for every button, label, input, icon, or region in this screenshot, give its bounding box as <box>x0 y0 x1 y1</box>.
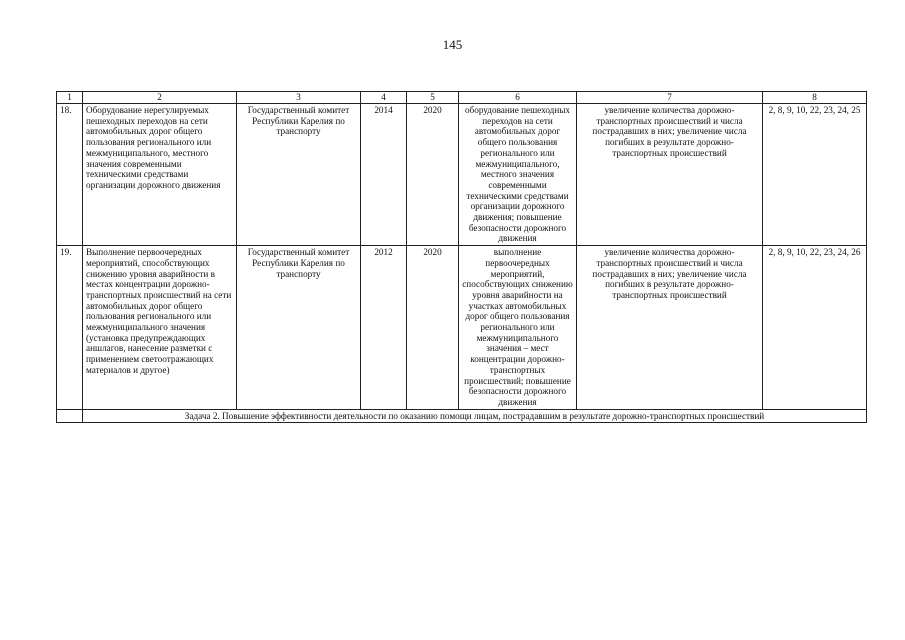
end-year: 2020 <box>407 246 459 410</box>
start-year: 2014 <box>361 104 407 246</box>
non-implementation-consequences: увеличение количества дорожно-транспортных происшествий и числа пострадавших в них; увеличение числа погибших в результате дорожно-транспортных происшествий <box>577 104 763 246</box>
column-header: 5 <box>407 92 459 104</box>
responsible-executor: Государственный комитет Республики Карелия по транспорту <box>237 104 361 246</box>
task-heading: Задача 2. Повышение эффективности деятельности по оказанию помощи лицам, пострадавшим в результате дорожно-транспортных происшествий <box>83 409 867 423</box>
column-header: 2 <box>83 92 237 104</box>
page-number: 145 <box>442 37 463 52</box>
related-indicators: 2, 8, 9, 10, 22, 23, 24, 25 <box>763 104 867 246</box>
measure-name: Выполнение первоочередных мероприятий, способствующих снижению уровня аварийности в местах концентрации дорожно-транспортных происшествий на сети автомобильных дорог общего пользования регионального или межмуниципального значения (установка предупреждающих аншлагов, нанесение разметки с применением светоотражающих материалов и другое) <box>83 246 237 410</box>
expected-result: оборудование пешеходных переходов на сети автомобильных дорог общего пользования регионального или межмуниципального, местного значения современными техническими средствами организации дорожного движения; повышение безопасности дорожного движения <box>459 104 577 246</box>
column-header: 4 <box>361 92 407 104</box>
table-row <box>57 246 867 410</box>
row-number: 18. <box>57 104 83 246</box>
end-year: 2020 <box>407 104 459 246</box>
non-implementation-consequences: увеличение количества дорожно-транспортных происшествий и числа пострадавших в них; увеличение числа погибших в результате дорожно-транспортных происшествий <box>577 246 763 410</box>
measure-name: Оборудование нерегулируемых пешеходных переходов на сети автомобильных дорог общего пользования регионального или межмуниципального, местного значения современными техническими средствами организации дорожного движения <box>83 104 237 246</box>
related-indicators: 2, 8, 9, 10, 22, 23, 24, 26 <box>763 246 867 410</box>
table-row <box>57 104 867 246</box>
row-number: 19. <box>57 246 83 410</box>
measures-table <box>56 91 867 423</box>
column-header: 8 <box>763 92 867 104</box>
task-row <box>57 409 867 423</box>
start-year: 2012 <box>361 246 407 410</box>
empty-cell <box>57 409 83 423</box>
column-header: 1 <box>57 92 83 104</box>
column-number-row <box>57 92 867 104</box>
expected-result: выполнение первоочередных мероприятий, способствующих снижению уровня аварийности на участках автомобильных дорог общего пользования регионального или межмуниципального значения – мест концентрации дорожно-транспортных происшествий; повышение безопасности дорожного движения <box>459 246 577 410</box>
responsible-executor: Государственный комитет Республики Карелия по транспорту <box>237 246 361 410</box>
column-header: 7 <box>577 92 763 104</box>
column-header: 3 <box>237 92 361 104</box>
column-header: 6 <box>459 92 577 104</box>
